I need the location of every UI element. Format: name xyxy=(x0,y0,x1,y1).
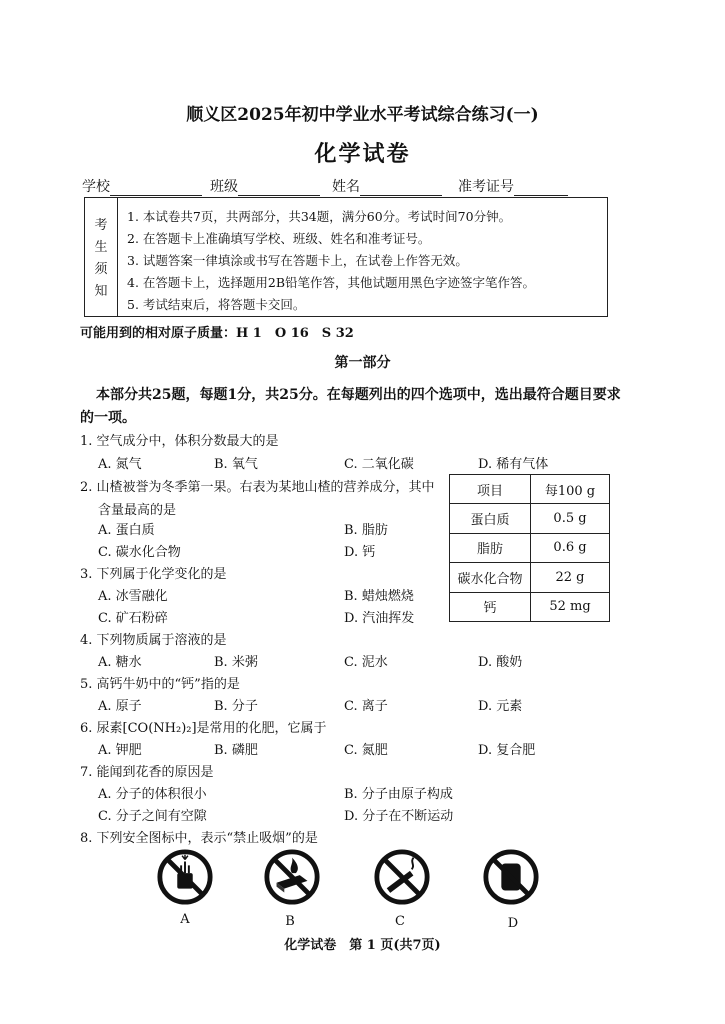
sign-label-c: C xyxy=(395,914,405,929)
q3-option-b: B. 蜡烛燃烧 xyxy=(344,589,414,604)
table-row xyxy=(450,592,610,621)
q1-option-d: D. 稀有气体 xyxy=(478,457,549,472)
q5-stem: 5. 高钙牛奶中的“钙”指的是 xyxy=(80,677,240,692)
school-field xyxy=(82,176,202,196)
exam-title: 顺义区2025年初中学业水平考试综合练习(一) xyxy=(186,105,539,125)
table-cell: 0.5 g xyxy=(531,504,610,533)
name-label: 姓名 xyxy=(332,179,360,195)
notice-item: 1. 本试卷共7页，共两部分，共34题，满分60分。考试时间70分钟。 xyxy=(127,209,512,224)
q6-option-b: B. 磷肥 xyxy=(214,743,258,758)
q4-option-c: C. 泥水 xyxy=(344,655,388,670)
notice-item: 2. 在答题卡上准确填写学校、班级、姓名和准考证号。 xyxy=(127,231,431,246)
q4-option-a: A. 糖水 xyxy=(98,655,142,670)
q6-stem: 6. 尿素[CO(NH₂)₂]是常用的化肥，它属于 xyxy=(80,721,327,736)
table-cell: 钙 xyxy=(450,592,531,621)
class-blank xyxy=(238,181,320,196)
q1-option-a: A. 氮气 xyxy=(98,457,142,472)
section-intro-line2: 的一项。 xyxy=(80,410,136,426)
notice-label-char: 知 xyxy=(94,284,108,299)
table-cell: 22 g xyxy=(531,563,610,592)
nutrition-table xyxy=(449,474,610,622)
table-header-row xyxy=(450,475,610,504)
page-footer: 化学试卷 第 1 页(共7页) xyxy=(284,938,441,953)
table-row xyxy=(450,533,610,562)
table-header-cell: 项目 xyxy=(450,475,531,504)
table-header-cell: 每100 g xyxy=(531,475,610,504)
q4-option-d: D. 酸奶 xyxy=(478,655,523,670)
sign-label-a: A xyxy=(180,912,190,927)
section-intro-line1: 本部分共25题，每题1分，共25分。在每题列出的四个选项中，选出最符合题目要求 xyxy=(96,387,621,403)
q2-stem-cont: 含量最高的是 xyxy=(98,503,177,518)
school-label: 学校 xyxy=(82,179,110,195)
q7-option-d: D. 分子在不断运动 xyxy=(344,809,454,824)
q5-option-b: B. 分子 xyxy=(214,699,258,714)
q5-option-a: A. 原子 xyxy=(98,699,142,714)
q5-option-c: C. 离子 xyxy=(344,699,388,714)
table-cell: 脂肪 xyxy=(450,533,531,562)
q3-option-a: A. 冰雪融化 xyxy=(98,589,168,604)
q5-option-d: D. 元素 xyxy=(478,699,523,714)
q8-stem: 8. 下列安全图标中，表示“禁止吸烟”的是 xyxy=(80,831,318,846)
no-open-flame-icon xyxy=(482,848,540,906)
q6-option-d: D. 复合肥 xyxy=(478,743,536,758)
ticket-field xyxy=(458,176,568,196)
q2-option-a: A. 蛋白质 xyxy=(98,523,155,538)
q3-option-d: D. 汽油挥发 xyxy=(344,611,415,626)
q6-option-c: C. 氮肥 xyxy=(344,743,388,758)
notice-item: 4. 在答题卡上，选择题用2B铅笔作答，其他试题用黑色字迹签字笔作答。 xyxy=(127,275,536,290)
q2-option-b: B. 脂肪 xyxy=(344,523,388,538)
no-smoking-icon xyxy=(373,848,431,906)
name-blank xyxy=(360,181,442,196)
q7-stem: 7. 能闻到花香的原因是 xyxy=(80,765,214,780)
q1-stem: 1. 空气成分中，体积分数最大的是 xyxy=(80,434,279,449)
q3-stem: 3. 下列属于化学变化的是 xyxy=(80,567,227,582)
sign-label-d: D xyxy=(507,916,519,931)
exam-notice-box xyxy=(84,197,608,317)
notice-label-char: 生 xyxy=(94,240,108,255)
name-field xyxy=(332,176,442,196)
notice-label xyxy=(85,198,118,316)
q2-option-d: D. 钙 xyxy=(344,545,376,560)
q7-option-a: A. 分子的体积很小 xyxy=(98,787,207,802)
class-field xyxy=(210,176,320,196)
q3-option-c: C. 矿石粉碎 xyxy=(98,611,168,626)
table-cell: 蛋白质 xyxy=(450,504,531,533)
q7-option-b: B. 分子由原子构成 xyxy=(344,787,453,802)
table-row xyxy=(450,563,610,592)
q2-stem: 2. 山楂被誉为冬季第一果。右表为某地山楂的营养成分，其中 xyxy=(80,480,435,495)
no-fireworks-icon xyxy=(156,848,214,906)
sign-label-b: B xyxy=(285,914,295,929)
section-title: 第一部分 xyxy=(334,355,391,371)
q6-option-a: A. 钾肥 xyxy=(98,743,142,758)
notice-item: 5. 考试结束后，将答题卡交回。 xyxy=(127,297,306,312)
q4-option-b: B. 米粥 xyxy=(214,655,258,670)
notice-label-char: 考 xyxy=(94,218,108,233)
q7-option-c: C. 分子之间有空隙 xyxy=(98,809,207,824)
ticket-blank xyxy=(514,181,568,196)
subject-title: 化学试卷 xyxy=(314,141,411,167)
no-flammables-icon xyxy=(263,848,321,906)
q1-option-c: C. 二氧化碳 xyxy=(344,457,414,472)
table-cell: 0.6 g xyxy=(531,533,610,562)
atomic-mass-line: 可能用到的相对原子质量：H 1 O 16 S 32 xyxy=(80,326,354,341)
q4-stem: 4. 下列物质属于溶液的是 xyxy=(80,633,227,648)
table-cell: 碳水化合物 xyxy=(450,563,531,592)
q2-option-c: C. 碳水化合物 xyxy=(98,545,181,560)
class-label: 班级 xyxy=(210,179,238,195)
q1-option-b: B. 氧气 xyxy=(214,457,258,472)
notice-label-char: 须 xyxy=(94,262,108,277)
table-row xyxy=(450,504,610,533)
notice-item: 3. 试题答案一律填涂或书写在答题卡上，在试卷上作答无效。 xyxy=(127,253,468,268)
school-blank xyxy=(110,181,202,196)
ticket-label: 准考证号 xyxy=(458,179,514,195)
table-cell: 52 mg xyxy=(531,592,610,621)
